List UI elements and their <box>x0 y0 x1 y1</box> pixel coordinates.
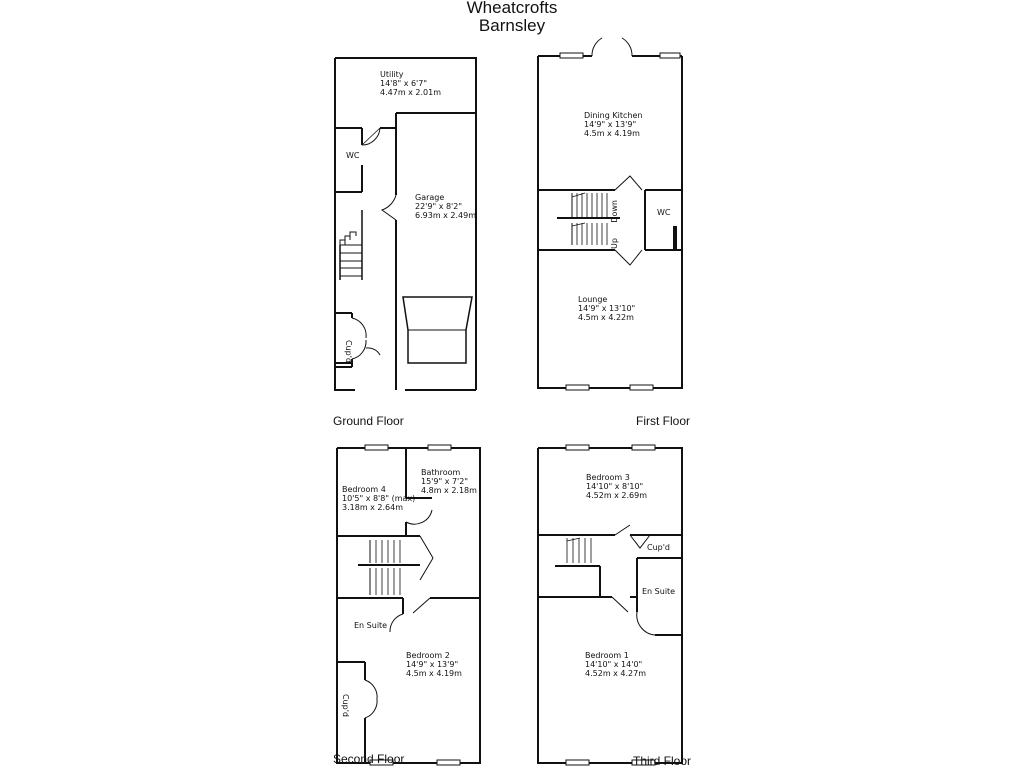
room-lounge: Lounge 14'9" x 13'10" 4.5m x 4.22m <box>578 295 636 322</box>
label-ground-floor: Ground Floor <box>333 414 404 428</box>
room-bedroom-2: Bedroom 2 14'9" x 13'9" 4.5m x 4.19m <box>406 651 462 678</box>
plan-subtitle: Barnsley <box>478 16 546 35</box>
room-ensuite-third: En Suite <box>642 587 676 596</box>
label-third-floor: Third Floor <box>633 754 692 768</box>
room-utility: Utility 14'8" x 6'7" 4.47m x 2.01m <box>380 70 442 97</box>
room-garage: Garage 22'9" x 8'2" 6.93m x 2.49m <box>415 193 477 220</box>
room-cupd-ground: Cup'd <box>344 340 353 364</box>
room-ensuite-second: En Suite <box>354 621 388 630</box>
room-cupd-second: Cup'd <box>341 694 350 718</box>
label-first-floor: First Floor <box>636 414 690 428</box>
room-wc-ground: WC <box>346 151 360 160</box>
room-cupd-third: Cup'd <box>647 543 671 552</box>
room-bedroom-3: Bedroom 3 14'10" x 8'10" 4.52m x 2.69m <box>586 473 648 500</box>
room-bathroom: Bathroom 15'9" x 7'2" 4.8m x 2.18m <box>421 468 477 495</box>
room-bedroom-4: Bedroom 4 10'5" x 8'8" (max) 3.18m x 2.64m <box>342 485 416 512</box>
room-bedroom-1: Bedroom 1 14'10" x 14'0" 4.52m x 4.27m <box>585 651 647 678</box>
stairs-down-label: Down <box>610 200 619 223</box>
label-second-floor: Second Floor <box>333 752 405 766</box>
room-wc-first: WC <box>657 208 671 217</box>
plan-title: Wheatcrofts <box>466 0 558 17</box>
stairs-up-label: Up <box>610 238 619 249</box>
ground-floor-plan <box>335 58 476 390</box>
room-dining-kitchen: Dining Kitchen 14'9" x 13'9" 4.5m x 4.19m <box>584 111 643 138</box>
